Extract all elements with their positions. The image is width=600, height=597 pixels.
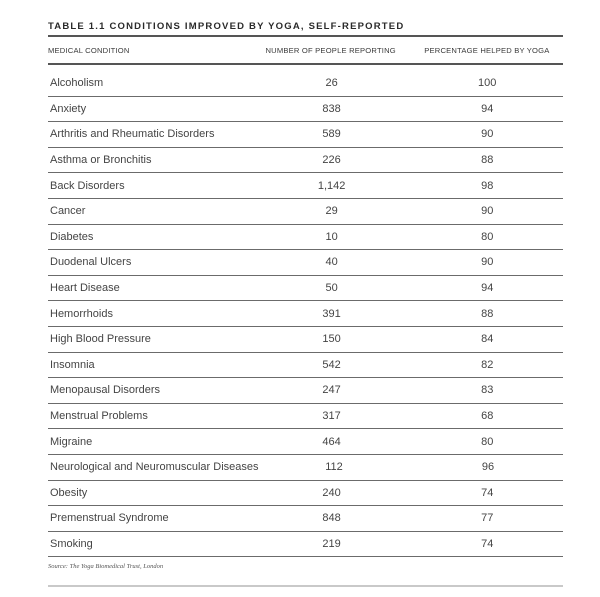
cell-condition: Back Disorders bbox=[50, 179, 125, 192]
cell-number-reporting: 247 bbox=[322, 384, 341, 397]
cell-percentage-helped: 77 bbox=[481, 512, 494, 525]
cell-number-reporting: 10 bbox=[325, 230, 338, 243]
table-row bbox=[48, 327, 563, 353]
cell-condition: Obesity bbox=[50, 486, 88, 499]
table-row bbox=[48, 71, 563, 97]
header-medical-condition: MEDICAL CONDITION bbox=[48, 45, 130, 55]
table-row bbox=[48, 378, 563, 404]
document-table bbox=[48, 14, 563, 570]
cell-number-reporting: 50 bbox=[325, 282, 338, 295]
cell-percentage-helped: 88 bbox=[481, 154, 494, 167]
cell-percentage-helped: 94 bbox=[481, 282, 494, 295]
cell-number-reporting: 29 bbox=[325, 205, 338, 218]
cell-condition: Anxiety bbox=[50, 102, 87, 115]
table-row bbox=[48, 532, 563, 558]
cell-number-reporting: 112 bbox=[325, 461, 343, 474]
cell-condition: Duodenal Ulcers bbox=[50, 256, 132, 269]
cell-percentage-helped: 90 bbox=[481, 256, 494, 269]
cell-number-reporting: 26 bbox=[325, 77, 338, 90]
cell-percentage-helped: 88 bbox=[481, 307, 494, 320]
table-row bbox=[48, 481, 563, 507]
cell-percentage-helped: 83 bbox=[481, 384, 494, 397]
cell-number-reporting: 589 bbox=[322, 128, 341, 141]
cell-number-reporting: 317 bbox=[322, 410, 341, 423]
table-row bbox=[48, 301, 563, 327]
cell-percentage-helped: 100 bbox=[478, 77, 497, 90]
cell-condition: Migraine bbox=[50, 435, 93, 448]
table-title: TABLE 1.1 CONDITIONS IMPROVED BY YOGA, SELF-REPORTED bbox=[48, 21, 405, 32]
table-row bbox=[48, 199, 563, 225]
cell-percentage-helped: 74 bbox=[481, 537, 494, 550]
table-row bbox=[48, 429, 563, 455]
table-row bbox=[48, 97, 563, 123]
cell-percentage-helped: 96 bbox=[481, 461, 495, 474]
cell-percentage-helped: 98 bbox=[481, 179, 494, 192]
table-row bbox=[48, 122, 563, 148]
cell-condition: Diabetes bbox=[50, 230, 94, 243]
cell-percentage-helped: 68 bbox=[481, 410, 494, 423]
table-row bbox=[48, 173, 563, 199]
page-bottom-rule bbox=[48, 585, 563, 587]
cell-condition: Heart Disease bbox=[50, 282, 120, 295]
cell-condition: Neurological and Neuromuscular Diseases bbox=[50, 461, 259, 474]
cell-number-reporting: 464 bbox=[322, 435, 341, 448]
cell-number-reporting: 838 bbox=[322, 102, 341, 115]
cell-number-reporting: 542 bbox=[322, 358, 341, 371]
cell-condition: Hemorrhoids bbox=[50, 307, 113, 320]
cell-percentage-helped: 82 bbox=[481, 358, 494, 371]
cell-percentage-helped: 90 bbox=[481, 205, 494, 218]
cell-number-reporting: 391 bbox=[322, 307, 341, 320]
table-row bbox=[48, 250, 563, 276]
cell-percentage-helped: 94 bbox=[481, 102, 494, 115]
cell-condition: Alcoholism bbox=[50, 77, 104, 90]
table-row bbox=[48, 276, 563, 302]
source-note: Source: The Yoga Biomedical Trust, London bbox=[48, 563, 164, 571]
cell-condition: High Blood Pressure bbox=[50, 333, 151, 346]
cell-number-reporting: 1,142 bbox=[317, 179, 346, 192]
cell-number-reporting: 848 bbox=[322, 512, 341, 525]
cell-number-reporting: 240 bbox=[322, 486, 341, 499]
cell-number-reporting: 40 bbox=[325, 256, 338, 269]
cell-number-reporting: 226 bbox=[322, 154, 341, 167]
table-row bbox=[48, 404, 563, 430]
cell-condition: Premenstrual Syndrome bbox=[50, 512, 169, 525]
table-row bbox=[48, 353, 563, 379]
table-row bbox=[48, 506, 563, 532]
cell-condition: Arthritis and Rheumatic Disorders bbox=[50, 128, 215, 141]
header-percentage-helped: PERCENTAGE HELPED BY YOGA bbox=[424, 45, 550, 55]
cell-percentage-helped: 74 bbox=[481, 486, 494, 499]
cell-condition: Asthma or Bronchitis bbox=[50, 154, 152, 167]
cell-condition: Insomnia bbox=[50, 358, 95, 371]
table-row bbox=[48, 225, 563, 251]
cell-percentage-helped: 80 bbox=[481, 435, 494, 448]
cell-number-reporting: 150 bbox=[322, 333, 341, 346]
table-body bbox=[48, 71, 563, 557]
cell-condition: Menopausal Disorders bbox=[50, 384, 161, 397]
cell-condition: Cancer bbox=[50, 205, 86, 218]
table-row bbox=[48, 455, 563, 481]
table-row bbox=[48, 148, 563, 174]
header-number-reporting: NUMBER OF PEOPLE REPORTING bbox=[265, 45, 396, 55]
cell-number-reporting: 219 bbox=[322, 537, 341, 550]
cell-percentage-helped: 80 bbox=[481, 230, 494, 243]
table-header-row bbox=[48, 37, 563, 63]
header-rule bbox=[48, 63, 563, 65]
cell-condition: Menstrual Problems bbox=[50, 410, 148, 423]
cell-percentage-helped: 90 bbox=[481, 128, 494, 141]
cell-condition: Smoking bbox=[50, 537, 93, 550]
cell-percentage-helped: 84 bbox=[481, 333, 494, 346]
